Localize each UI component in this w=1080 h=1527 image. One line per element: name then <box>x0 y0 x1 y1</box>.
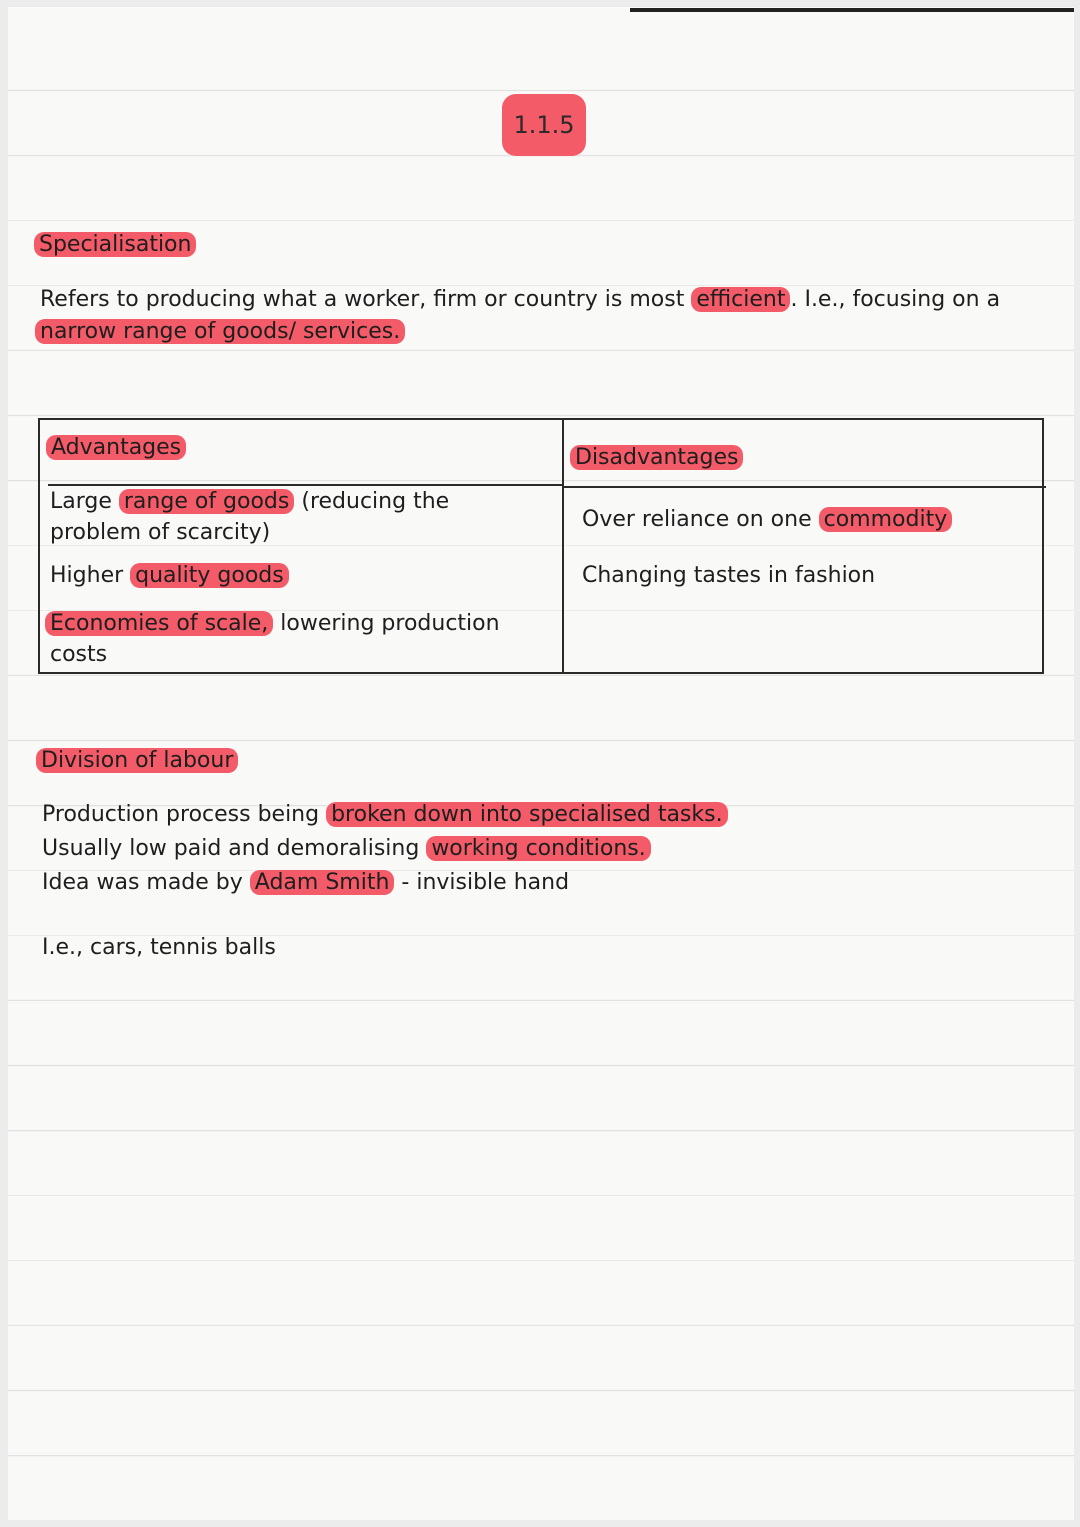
specialisation-definition <box>40 284 1000 348</box>
advantage-economies-of-scale: Economies of scale, lowering production costs <box>50 608 500 670</box>
table-divider-right <box>564 486 1046 488</box>
division-line-2: Usually low paid and demoralising working conditions. <box>42 832 728 866</box>
highlight-efficient: efficient <box>691 287 790 312</box>
disadvantage-tastes: Changing tastes in fashion <box>582 563 876 588</box>
specialisation-heading: Specialisation <box>34 232 196 257</box>
disadvantage-commodity: Over reliance on one commodity <box>582 504 952 535</box>
division-example: I.e., cars, tennis balls <box>42 935 276 960</box>
advantages-header: Advantages <box>46 432 186 463</box>
page-number-badge <box>502 94 586 156</box>
disadvantages-header: Disadvantages <box>570 442 743 473</box>
page-number: 1.1.5 <box>513 111 575 139</box>
top-edge-line <box>630 8 1074 12</box>
division-of-labour-body <box>42 798 728 900</box>
advantages-disadvantages-table <box>38 418 1044 674</box>
advantage-range-of-goods: Large range of goods (reducing the problem of scarcity) <box>50 489 450 545</box>
division-line-1: Production process being broken down into specialised tasks. <box>42 798 728 832</box>
division-line-3: Idea was made by Adam Smith - invisible hand <box>42 870 570 895</box>
definition-line-2 <box>40 316 1000 348</box>
division-of-labour-heading: Division of labour <box>36 748 238 773</box>
definition-line-1: Refers to producing what a worker, firm or country is most efficient . I.e., focusing on a <box>40 287 1001 312</box>
highlight-narrow-range: narrow range of goods/ services. <box>35 319 405 344</box>
table-divider-vertical <box>562 420 564 672</box>
advantage-quality-goods: Higher quality goods <box>50 560 289 591</box>
